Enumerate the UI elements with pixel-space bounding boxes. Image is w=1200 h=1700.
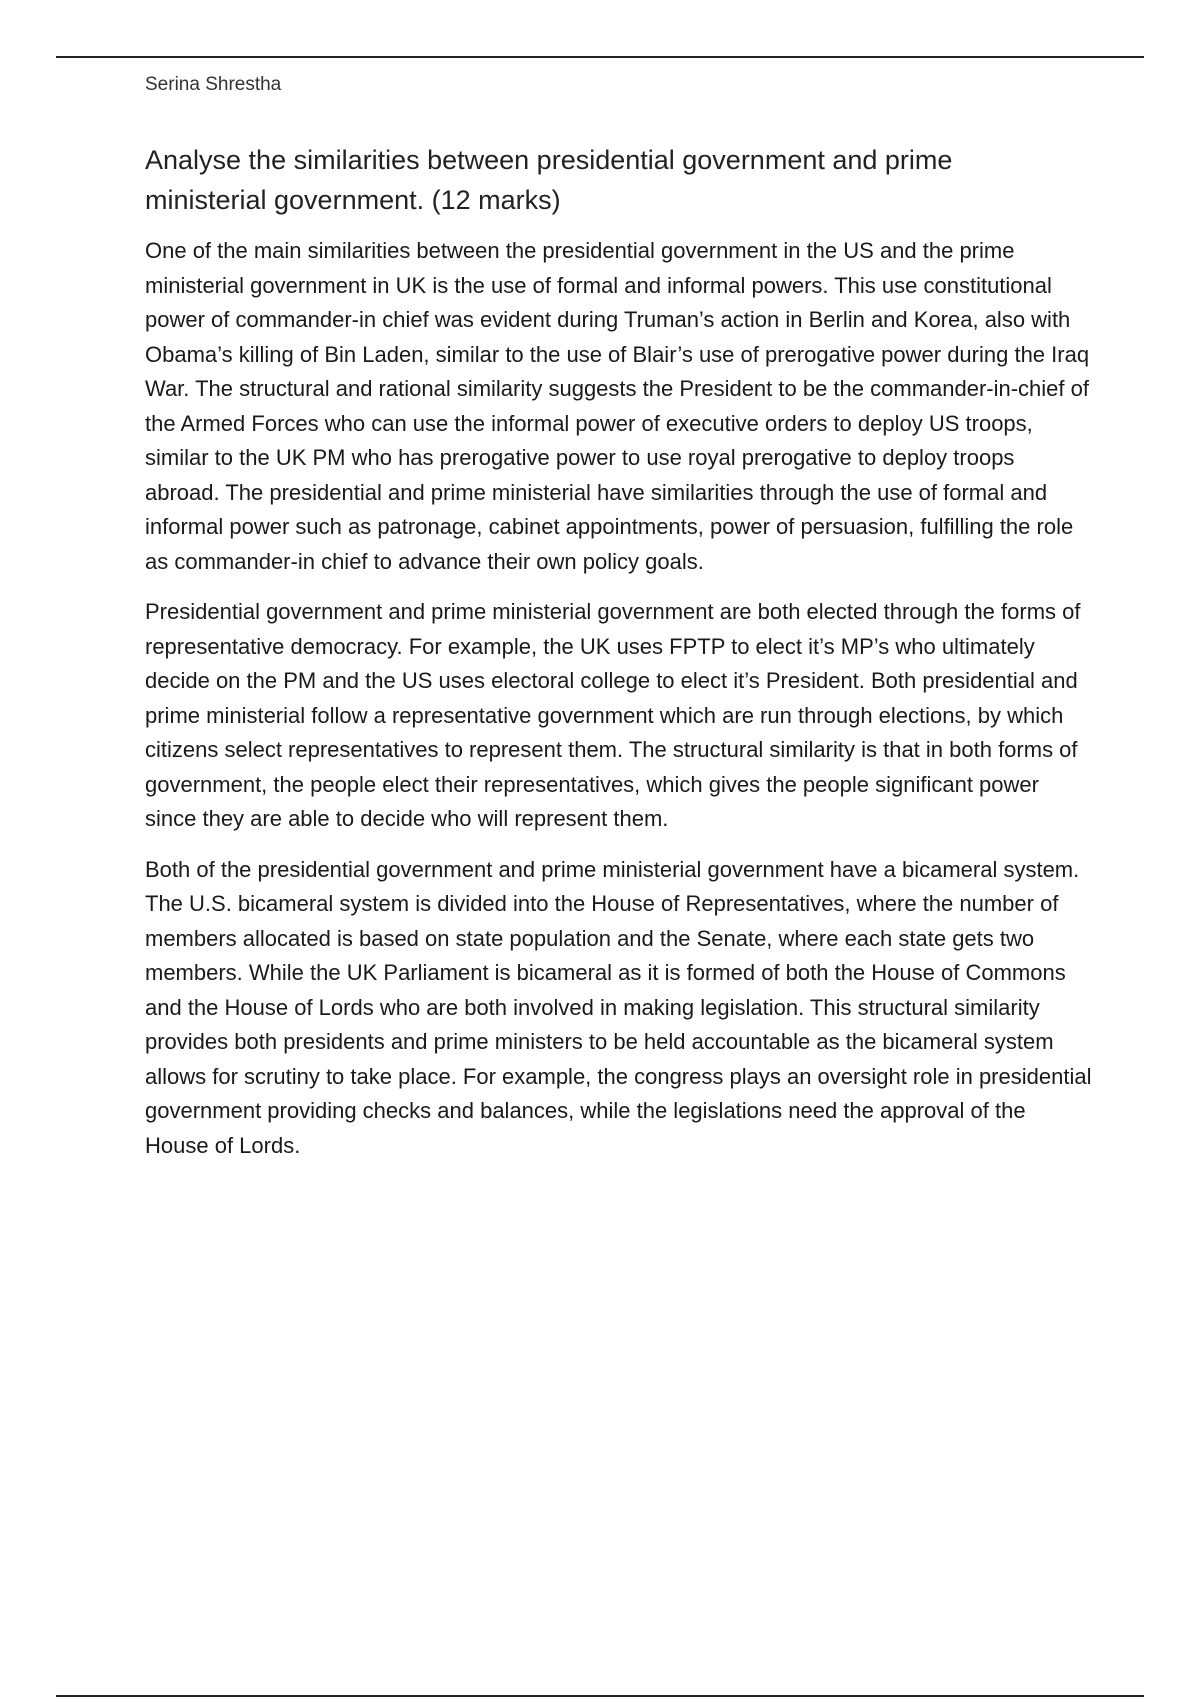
document-body bbox=[145, 72, 1095, 1163]
paragraph-2: Presidential government and prime ministerial government are both elected through the forms of representative democracy. For example, the UK uses FPTP to elect it’s MP’s who ultimately decide on the PM and the US uses electoral college to elect it’s President. Both presidential and prime ministerial follow a representative government which are run through elections, by which citizens select representatives to represent them. The structural similarity is that in both forms of government, the people elect their representatives, which gives the people significant power since they are able to decide who will represent them. bbox=[145, 599, 1081, 831]
footer-rule bbox=[56, 1695, 1144, 1697]
paragraph-1: One of the main similarities between the presidential government in the US and the prime ministerial government in UK is the use of formal and informal powers. This use constitutional power of commander-in chief was evident during Truman’s action in Berlin and Korea, also with Obama’s killing of Bin Laden, similar to the use of Blair’s use of prerogative power during the Iraq War. The structural and rational similarity suggests the President to be the commander-in-chief of the Armed Forces who can use the informal power of executive orders to deploy US troops, similar to the UK PM who has prerogative power to use royal prerogative to deploy troops abroad. The presidential and prime ministerial have similarities through the use of formal and informal power such as patronage, cabinet appointments, power of persuasion, fulfilling the role as commander-in chief to advance their own policy goals. bbox=[145, 238, 1090, 574]
header-rule bbox=[56, 56, 1144, 58]
paragraph-3: Both of the presidential government and prime ministerial government have a bicameral system. The U.S. bicameral system is divided into the House of Representatives, where the number of members allocated is based on state population and the Senate, where each state gets two members. While the UK Parliament is bicameral as it is formed of both the House of Commons and the House of Lords who are both involved in making legislation. This structural similarity provides both presidents and prime ministers to be held accountable as the bicameral system allows for scrutiny to take place. For example, the congress plays an oversight role in presidential government providing checks and balances, while the legislations need the approval of the House of Lords. bbox=[145, 856, 1092, 1158]
author-name: Serina Shrestha bbox=[145, 74, 282, 95]
essay-title: Analyse the similarities between presidential government and prime ministerial government. (12 marks) bbox=[145, 145, 953, 215]
